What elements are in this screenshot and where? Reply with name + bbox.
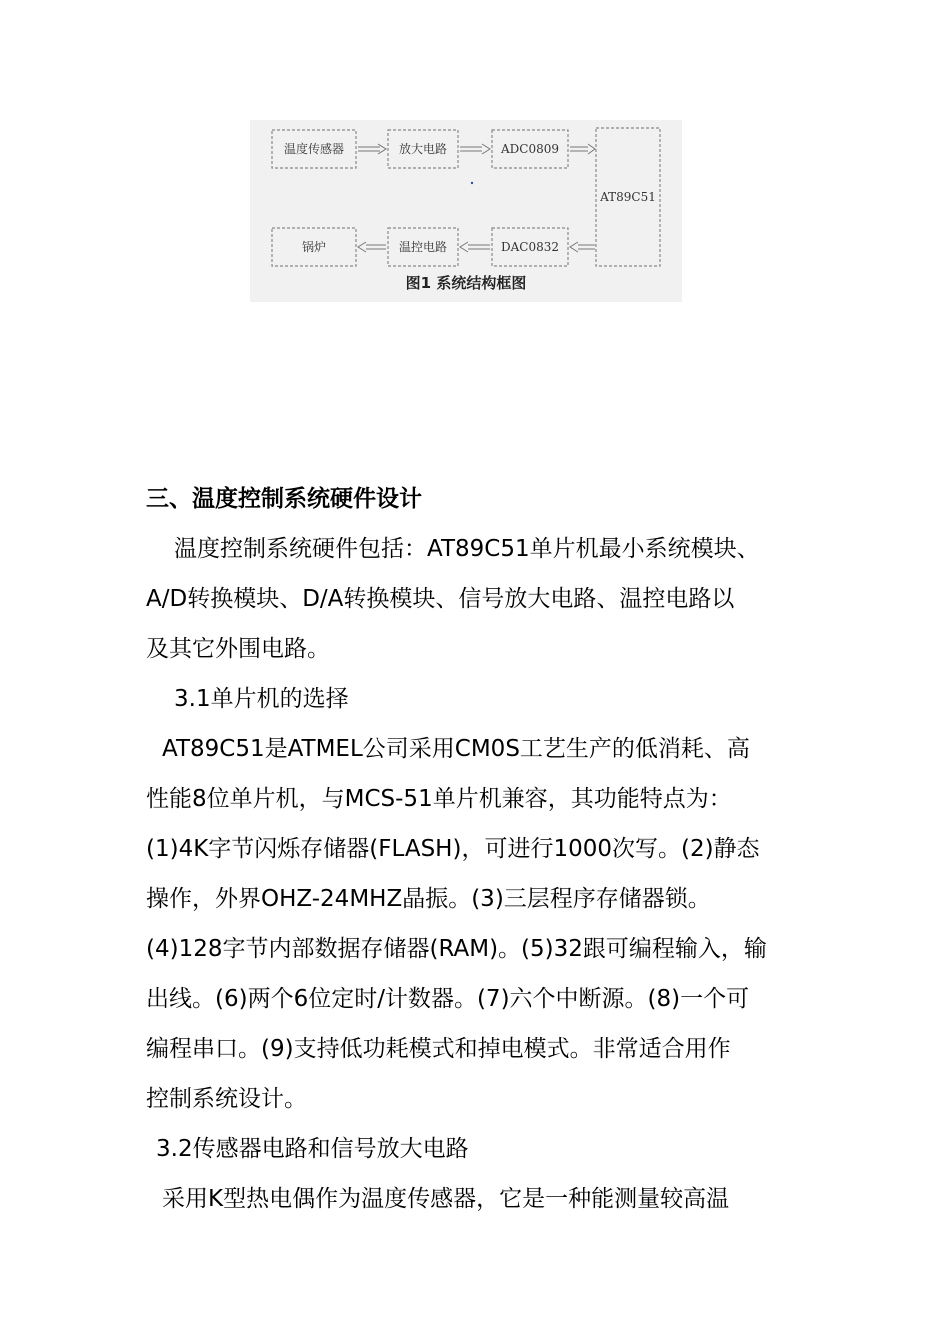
paragraph-line: 编程串口。(9)支持低功耗模式和掉电模式。非常适合用作 — [146, 1036, 731, 1062]
subsection-title: 3.2传感器电路和信号放大电路 — [156, 1136, 469, 1162]
subsection-title: 3.1单片机的选择 — [174, 686, 349, 712]
boiler-label: 锅炉 — [301, 240, 327, 254]
paragraph-line: 控制系统设计。 — [146, 1086, 307, 1112]
paragraph-line: (4)128字节内部数据存储器(RAM)。(5)32跟可编程输入，输 — [146, 936, 767, 962]
paragraph-line: 操作，外界OHZ-24MHZ晶振。(3)三层程序存储器锁。 — [146, 886, 711, 912]
paragraph-line: 出线。(6)两个6位定时/计数器。(7)六个中断源。(8)一个可 — [146, 986, 750, 1012]
system-block-diagram — [250, 120, 682, 302]
adc-label: ADC0809 — [500, 142, 560, 156]
mcu-label: AT89C51 — [600, 190, 656, 204]
paragraph-line: (1)4K字节闪烁存储器(FLASH)，可进行1000次写。(2)静态 — [146, 836, 760, 862]
paragraph-line: AT89C51是ATMEL公司采用CM0S工艺生产的低消耗、高 — [162, 736, 750, 762]
paragraph-line: 性能8位单片机，与MCS-51单片机兼容，其功能特点为： — [146, 786, 732, 812]
amp-label: 放大电路 — [398, 142, 448, 156]
dac-label: DAC0832 — [500, 240, 560, 254]
tempctl-label: 温控电路 — [398, 240, 448, 254]
sensor-label: 温度传感器 — [283, 142, 345, 156]
section-heading: 三、温度控制系统硬件设计 — [146, 486, 422, 512]
paragraph-line: 及其它外围电路。 — [146, 636, 330, 662]
paragraph-line: 采用K型热电偶作为温度传感器，它是一种能测量较高温 — [162, 1186, 730, 1212]
paragraph-line: 温度控制系统硬件包括：AT89C51单片机最小系统模块、 — [174, 536, 760, 562]
figure-caption: 图1 系统结构框图 — [405, 274, 527, 292]
paragraph-line: A/D转换模块、D/A转换模块、信号放大电路、温控电路以 — [146, 586, 735, 612]
